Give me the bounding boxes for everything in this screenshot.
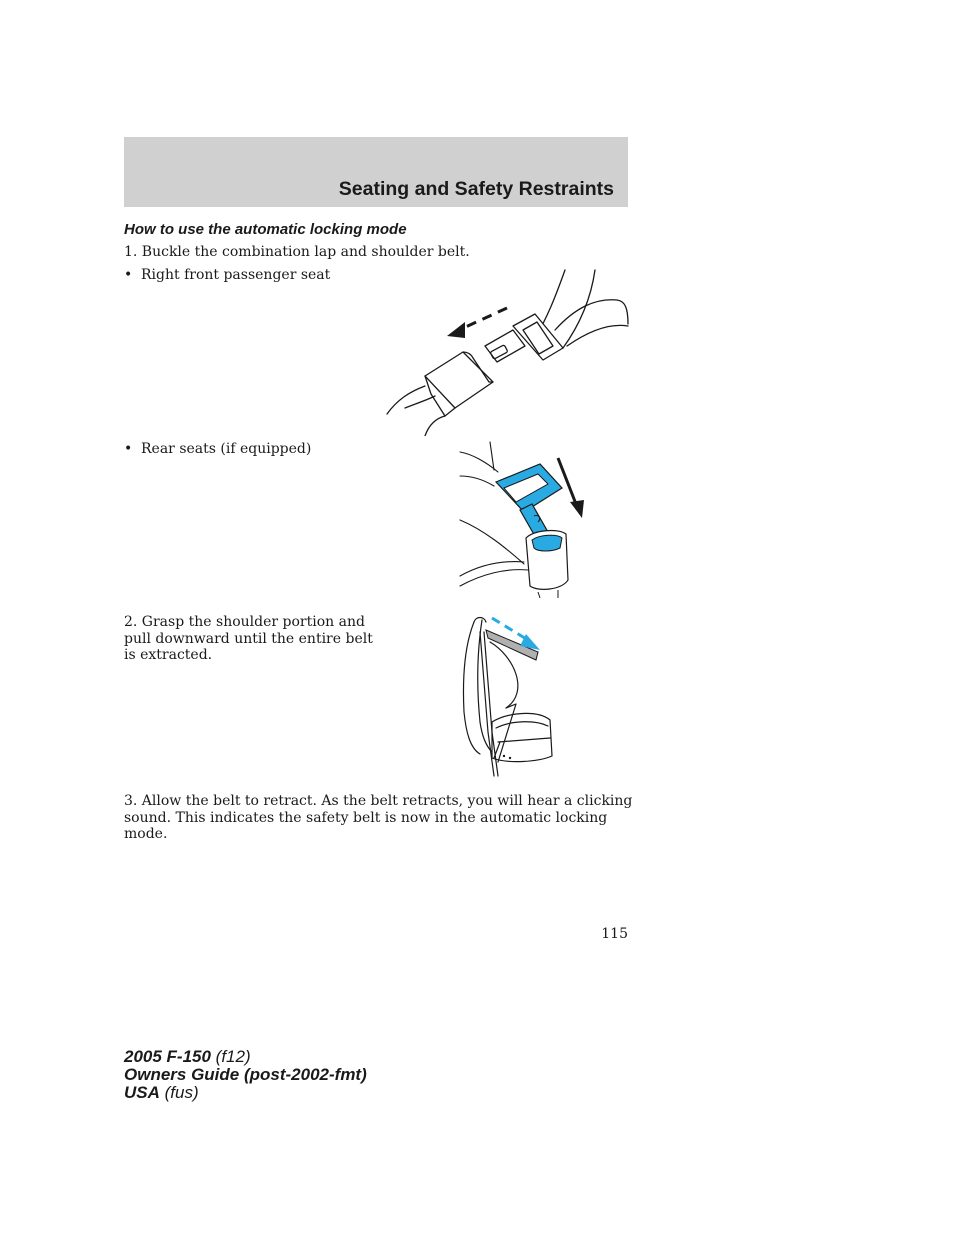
document-footer: [124, 1048, 367, 1102]
step-3-line: sound. This indicates the safety belt is now in the automatic locking: [124, 809, 608, 826]
hand-outline: [387, 386, 425, 414]
buckle-insert-illustration: [385, 268, 630, 436]
insert-direction-arrow: [447, 308, 507, 338]
step-3-line: mode.: [124, 826, 168, 842]
footer-guide-name: Owners Guide (post-2002-fmt): [124, 1065, 367, 1084]
section-title: Seating and Safety Restraints: [338, 178, 614, 200]
page-number: 115: [601, 926, 628, 942]
latch-plate-blue: [496, 464, 562, 538]
step-2-line: is extracted.: [124, 647, 213, 663]
bullet-text: Rear seats (if equipped): [141, 441, 312, 457]
bullet-rear-seats: [124, 441, 311, 458]
rear-seat-buckle-illustration: [458, 440, 588, 600]
step-2-line: 2. Grasp the shoulder portion and: [124, 614, 365, 630]
buckle-housing: [526, 531, 568, 598]
footer-line-market: [124, 1084, 367, 1102]
step-2-text: [124, 614, 373, 664]
seat-cushion: [492, 713, 552, 761]
section-header-band: [124, 137, 628, 207]
bullet-marker: •: [124, 267, 133, 283]
footer-model-code: (f12): [210, 1047, 251, 1066]
bullet-front-passenger: [124, 267, 330, 284]
subheading: How to use the automatic locking mode: [124, 221, 407, 238]
buckle-body: [425, 352, 493, 416]
seat-belt-extraction-illustration: [458, 612, 558, 780]
step-3-line: 3. Allow the belt to retract. As the belt retracts, you will hear a clicking: [124, 793, 633, 809]
latch-plate: [485, 314, 563, 362]
step-1-text: 1. Buckle the combination lap and shoulder belt.: [124, 244, 470, 260]
step-2-line: pull downward until the entire belt: [124, 630, 373, 647]
footer-market-code: (fus): [159, 1083, 199, 1102]
footer-model: 2005 F-150: [124, 1047, 211, 1066]
footer-line-model: [124, 1048, 367, 1066]
bullet-marker: •: [124, 441, 133, 457]
footer-market: USA: [124, 1083, 160, 1102]
step-3-text: [124, 793, 632, 843]
bullet-text: Right front passenger seat: [141, 267, 331, 283]
